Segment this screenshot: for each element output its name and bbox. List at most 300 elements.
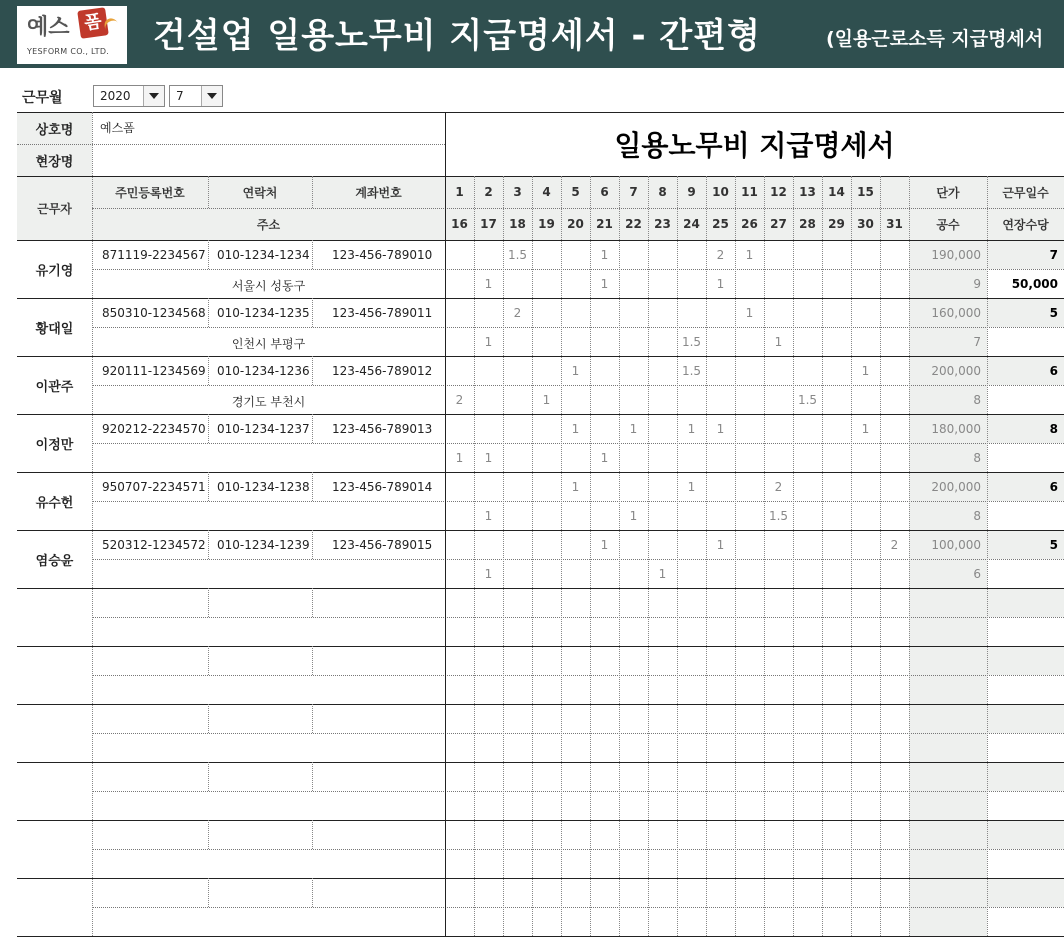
day-hours-cell[interactable] bbox=[503, 480, 532, 496]
day-hours-cell[interactable] bbox=[561, 393, 590, 409]
day-hours-cell[interactable]: 1 bbox=[600, 248, 609, 262]
day-hours-cell[interactable] bbox=[590, 422, 619, 438]
day-hours-cell[interactable] bbox=[561, 538, 590, 554]
day-hours-cell[interactable] bbox=[619, 567, 648, 583]
company-name-value[interactable]: 예스폼 bbox=[100, 121, 135, 135]
day-hours-cell[interactable] bbox=[822, 567, 851, 583]
day-hours-cell[interactable] bbox=[706, 393, 735, 409]
day-hours-cell[interactable] bbox=[793, 538, 822, 554]
day-hours-cell[interactable] bbox=[532, 335, 561, 351]
day-hours-cell[interactable]: 1 bbox=[571, 422, 580, 436]
day-hours-cell[interactable]: 1 bbox=[484, 451, 493, 465]
worker-rrn[interactable]: 920111-1234569 bbox=[102, 364, 206, 378]
day-hours-cell[interactable] bbox=[706, 306, 735, 322]
day-hours-cell[interactable] bbox=[764, 567, 793, 583]
header-day-top: 11 bbox=[735, 176, 764, 208]
worker-name[interactable]: 염승윤 bbox=[35, 553, 74, 569]
day-hours-cell[interactable] bbox=[677, 567, 706, 583]
day-hours-cell[interactable] bbox=[474, 538, 503, 554]
header-account: 계좌번호 bbox=[312, 176, 445, 208]
day-hours-cell[interactable] bbox=[822, 422, 851, 438]
grid-line bbox=[17, 144, 445, 145]
day-hours-cell[interactable] bbox=[590, 393, 619, 409]
grid-line bbox=[312, 820, 313, 849]
day-hours-cell[interactable] bbox=[880, 480, 909, 496]
day-hours-cell[interactable]: 2 bbox=[774, 480, 783, 494]
day-hours-cell[interactable]: 1.5 bbox=[681, 335, 702, 349]
grid-line bbox=[208, 472, 209, 501]
day-hours-cell[interactable] bbox=[735, 277, 764, 293]
day-hours-cell[interactable]: 1 bbox=[716, 422, 725, 436]
worker-address[interactable] bbox=[92, 451, 445, 467]
day-hours-cell[interactable] bbox=[706, 567, 735, 583]
logo-subtitle: YESFORM CO., LTD. bbox=[27, 47, 110, 56]
day-hours-cell[interactable] bbox=[764, 393, 793, 409]
day-hours-cell[interactable]: 1.5 bbox=[507, 248, 528, 262]
day-hours-cell[interactable] bbox=[619, 393, 648, 409]
header-day-bottom: 19 bbox=[532, 208, 561, 240]
grid-line bbox=[17, 646, 1064, 647]
unit-price-value: 100,000 bbox=[931, 538, 981, 552]
day-hours-cell[interactable]: 1 bbox=[600, 277, 609, 291]
day-hours-cell[interactable] bbox=[648, 364, 677, 380]
header-overtime: 연장수당 bbox=[987, 208, 1064, 240]
day-hours-cell[interactable] bbox=[561, 451, 590, 467]
day-hours-cell[interactable] bbox=[851, 538, 880, 554]
day-hours-cell[interactable]: 1 bbox=[484, 277, 493, 291]
day-hours-cell[interactable]: 1 bbox=[542, 393, 551, 407]
month-select[interactable] bbox=[169, 85, 223, 107]
day-hours-cell[interactable] bbox=[735, 422, 764, 438]
grid-line bbox=[822, 176, 823, 936]
day-hours-cell[interactable]: 2 bbox=[716, 248, 725, 262]
work-days-value: 7 bbox=[1049, 248, 1058, 262]
day-hours-cell[interactable] bbox=[619, 480, 648, 496]
day-hours-cell[interactable]: 2 bbox=[455, 393, 464, 407]
day-hours-cell[interactable] bbox=[793, 509, 822, 525]
day-hours-cell[interactable] bbox=[851, 277, 880, 293]
day-hours-cell[interactable] bbox=[590, 480, 619, 496]
day-hours-cell[interactable] bbox=[561, 277, 590, 293]
day-hours-cell[interactable] bbox=[648, 480, 677, 496]
grid-line bbox=[312, 878, 313, 907]
grid-line bbox=[208, 356, 209, 385]
day-hours-cell[interactable] bbox=[793, 480, 822, 496]
day-hours-cell[interactable]: 1 bbox=[687, 480, 696, 494]
worker-name[interactable]: 황대일 bbox=[35, 321, 74, 337]
day-hours-cell[interactable] bbox=[561, 567, 590, 583]
day-hours-cell[interactable] bbox=[735, 538, 764, 554]
day-hours-cell[interactable]: 1 bbox=[658, 567, 667, 581]
day-hours-cell[interactable] bbox=[735, 509, 764, 525]
day-hours-cell[interactable] bbox=[561, 335, 590, 351]
header-day-bottom: 21 bbox=[590, 208, 619, 240]
day-hours-cell[interactable] bbox=[648, 306, 677, 322]
day-hours-cell[interactable]: 1.5 bbox=[681, 364, 702, 378]
day-hours-cell[interactable]: 1 bbox=[600, 538, 609, 552]
day-hours-cell[interactable] bbox=[793, 306, 822, 322]
worker-address[interactable] bbox=[92, 567, 445, 583]
day-hours-cell[interactable] bbox=[706, 364, 735, 380]
grid-line bbox=[17, 298, 1064, 299]
day-hours-cell[interactable] bbox=[619, 538, 648, 554]
worker-name[interactable]: 유수헌 bbox=[35, 495, 74, 511]
day-hours-cell[interactable] bbox=[851, 335, 880, 351]
year-select[interactable] bbox=[93, 85, 165, 107]
day-hours-cell[interactable] bbox=[822, 277, 851, 293]
chevron-down-icon[interactable] bbox=[201, 86, 222, 106]
day-hours-cell[interactable] bbox=[532, 567, 561, 583]
header-day-bottom: 29 bbox=[822, 208, 851, 240]
worker-account[interactable]: 123-456-789013 bbox=[332, 422, 433, 436]
day-hours-cell[interactable]: 1 bbox=[687, 422, 696, 436]
day-hours-cell[interactable] bbox=[474, 480, 503, 496]
site-name-label: 현장명 bbox=[35, 154, 74, 170]
day-hours-cell[interactable] bbox=[532, 306, 561, 322]
day-hours-cell[interactable]: 1.5 bbox=[797, 393, 818, 407]
day-hours-cell[interactable] bbox=[474, 248, 503, 264]
grid-line bbox=[92, 269, 1064, 270]
grid-line bbox=[590, 176, 591, 936]
day-hours-cell[interactable] bbox=[474, 306, 503, 322]
header-day-bottom: 16 bbox=[445, 208, 474, 240]
day-hours-cell[interactable] bbox=[532, 248, 561, 264]
overtime-value[interactable] bbox=[987, 451, 1064, 467]
day-hours-cell[interactable] bbox=[648, 422, 677, 438]
day-hours-cell[interactable] bbox=[764, 422, 793, 438]
grid-line bbox=[92, 733, 1064, 734]
day-hours-cell[interactable] bbox=[880, 451, 909, 467]
day-hours-cell[interactable] bbox=[619, 335, 648, 351]
grid-line bbox=[92, 208, 1064, 209]
day-hours-cell[interactable] bbox=[880, 364, 909, 380]
day-hours-cell[interactable] bbox=[445, 538, 474, 554]
grid-line bbox=[92, 443, 1064, 444]
work-days-cell-bg bbox=[987, 588, 1064, 617]
day-hours-cell[interactable] bbox=[561, 248, 590, 264]
day-hours-cell[interactable] bbox=[851, 393, 880, 409]
day-hours-cell[interactable] bbox=[677, 248, 706, 264]
day-hours-cell[interactable] bbox=[619, 451, 648, 467]
day-hours-cell[interactable] bbox=[764, 538, 793, 554]
header-day-bottom: 22 bbox=[619, 208, 648, 240]
day-hours-cell[interactable] bbox=[822, 248, 851, 264]
grid-line bbox=[312, 704, 313, 733]
day-hours-cell[interactable] bbox=[822, 335, 851, 351]
worker-name[interactable]: 유기영 bbox=[35, 263, 74, 279]
worker-phone[interactable]: 010-1234-1238 bbox=[217, 480, 310, 494]
day-hours-cell[interactable]: 1 bbox=[861, 422, 870, 436]
document-title: 일용노무비 지급명세서 bbox=[614, 129, 895, 162]
day-hours-cell[interactable] bbox=[648, 335, 677, 351]
overtime-value[interactable] bbox=[987, 393, 1064, 409]
header-day-bottom: 31 bbox=[880, 208, 909, 240]
day-hours-cell[interactable] bbox=[880, 422, 909, 438]
man-days-value: 8 bbox=[973, 393, 981, 407]
work-days-value: 5 bbox=[1049, 306, 1058, 320]
header-day-top: 7 bbox=[619, 176, 648, 208]
day-hours-cell[interactable] bbox=[503, 451, 532, 467]
work-days-value: 8 bbox=[1049, 422, 1058, 436]
grid-line bbox=[208, 414, 209, 443]
day-hours-cell[interactable] bbox=[822, 364, 851, 380]
day-hours-cell[interactable] bbox=[793, 567, 822, 583]
grid-line bbox=[17, 356, 1064, 357]
day-hours-cell[interactable] bbox=[793, 364, 822, 380]
day-hours-cell[interactable]: 1 bbox=[484, 335, 493, 349]
day-hours-cell[interactable] bbox=[445, 480, 474, 496]
day-hours-cell[interactable] bbox=[735, 567, 764, 583]
day-hours-cell[interactable] bbox=[445, 567, 474, 583]
work-days-cell-bg bbox=[987, 762, 1064, 791]
worker-rrn[interactable]: 520312-1234572 bbox=[102, 538, 206, 552]
worker-name[interactable]: 이관주 bbox=[35, 379, 74, 395]
day-hours-cell[interactable] bbox=[851, 567, 880, 583]
worker-phone[interactable]: 010-1234-1235 bbox=[217, 306, 310, 320]
worker-address[interactable]: 경기도 부천시 bbox=[231, 395, 306, 409]
day-hours-cell[interactable] bbox=[822, 480, 851, 496]
day-hours-cell[interactable]: 1 bbox=[716, 277, 725, 291]
overtime-value[interactable] bbox=[987, 509, 1064, 525]
day-hours-cell[interactable] bbox=[648, 277, 677, 293]
day-hours-cell[interactable]: 1 bbox=[484, 509, 493, 523]
day-hours-cell[interactable] bbox=[503, 567, 532, 583]
day-hours-cell[interactable] bbox=[677, 393, 706, 409]
day-hours-cell[interactable] bbox=[677, 451, 706, 467]
header-day-bottom: 20 bbox=[561, 208, 590, 240]
day-hours-cell[interactable] bbox=[822, 451, 851, 467]
grid-line bbox=[92, 327, 1064, 328]
day-hours-cell[interactable] bbox=[822, 393, 851, 409]
day-hours-cell[interactable] bbox=[706, 509, 735, 525]
grid-line bbox=[208, 878, 209, 907]
day-hours-cell[interactable]: 1 bbox=[629, 509, 638, 523]
day-hours-cell[interactable]: 1 bbox=[745, 248, 754, 262]
day-hours-cell[interactable] bbox=[764, 364, 793, 380]
day-hours-cell[interactable] bbox=[503, 538, 532, 554]
grid-line bbox=[474, 176, 475, 936]
day-hours-cell[interactable] bbox=[880, 567, 909, 583]
day-hours-cell[interactable] bbox=[735, 393, 764, 409]
day-hours-cell[interactable] bbox=[590, 567, 619, 583]
day-hours-cell[interactable] bbox=[619, 364, 648, 380]
day-hours-cell[interactable] bbox=[532, 364, 561, 380]
header-day-top: 12 bbox=[764, 176, 793, 208]
worker-rrn[interactable]: 950707-2234571 bbox=[102, 480, 206, 494]
worker-rrn[interactable]: 871119-2234567 bbox=[102, 248, 206, 262]
worker-address[interactable]: 서울시 성동구 bbox=[231, 279, 306, 293]
worker-phone[interactable]: 010-1234-1234 bbox=[217, 248, 310, 262]
header-day-top: 14 bbox=[822, 176, 851, 208]
day-hours-cell[interactable] bbox=[532, 538, 561, 554]
day-hours-cell[interactable] bbox=[445, 248, 474, 264]
day-hours-cell[interactable] bbox=[706, 451, 735, 467]
day-hours-cell[interactable]: 1 bbox=[745, 306, 754, 320]
day-hours-cell[interactable] bbox=[474, 422, 503, 438]
day-hours-cell[interactable]: 2 bbox=[890, 538, 899, 552]
day-hours-cell[interactable] bbox=[822, 538, 851, 554]
day-hours-cell[interactable]: 1 bbox=[600, 451, 609, 465]
worker-account[interactable]: 123-456-789011 bbox=[332, 306, 433, 320]
header-day-top: 8 bbox=[648, 176, 677, 208]
day-hours-cell[interactable] bbox=[445, 277, 474, 293]
overtime-value[interactable] bbox=[987, 335, 1064, 351]
grid-line bbox=[208, 762, 209, 791]
header-man-days: 공수 bbox=[909, 208, 987, 240]
day-hours-cell[interactable] bbox=[735, 335, 764, 351]
day-hours-cell[interactable] bbox=[619, 277, 648, 293]
day-hours-cell[interactable] bbox=[793, 422, 822, 438]
worker-address[interactable] bbox=[92, 509, 445, 525]
grid-line bbox=[880, 176, 881, 936]
day-hours-cell[interactable]: 1 bbox=[716, 538, 725, 552]
day-hours-cell[interactable] bbox=[648, 538, 677, 554]
day-hours-cell[interactable] bbox=[822, 306, 851, 322]
worker-phone[interactable]: 010-1234-1236 bbox=[217, 364, 310, 378]
day-hours-cell[interactable] bbox=[532, 480, 561, 496]
day-hours-cell[interactable] bbox=[474, 393, 503, 409]
worker-name[interactable]: 이정만 bbox=[35, 437, 74, 453]
day-hours-cell[interactable] bbox=[764, 306, 793, 322]
day-hours-cell[interactable] bbox=[880, 277, 909, 293]
day-hours-cell[interactable] bbox=[735, 480, 764, 496]
day-hours-cell[interactable] bbox=[677, 538, 706, 554]
grid-line bbox=[17, 176, 1064, 177]
header-rrn: 주민등록번호 bbox=[92, 176, 208, 208]
day-hours-cell[interactable] bbox=[619, 306, 648, 322]
day-hours-cell[interactable] bbox=[851, 509, 880, 525]
man-days-value: 7 bbox=[973, 335, 981, 349]
day-hours-cell[interactable] bbox=[706, 335, 735, 351]
day-hours-cell[interactable] bbox=[706, 480, 735, 496]
worker-rrn[interactable]: 850310-1234568 bbox=[102, 306, 206, 320]
day-hours-cell[interactable] bbox=[648, 393, 677, 409]
worker-rrn[interactable]: 920212-2234570 bbox=[102, 422, 206, 436]
grid-line bbox=[17, 240, 1064, 241]
grid-line bbox=[312, 356, 313, 385]
day-hours-cell[interactable]: 1 bbox=[571, 364, 580, 378]
day-hours-cell[interactable] bbox=[503, 422, 532, 438]
worker-phone[interactable]: 010-1234-1239 bbox=[217, 538, 310, 552]
day-hours-cell[interactable] bbox=[677, 277, 706, 293]
day-hours-cell[interactable] bbox=[590, 306, 619, 322]
day-hours-cell[interactable] bbox=[590, 364, 619, 380]
grid-line bbox=[735, 176, 736, 936]
day-hours-cell[interactable] bbox=[764, 248, 793, 264]
day-hours-cell[interactable] bbox=[851, 248, 880, 264]
day-hours-cell[interactable] bbox=[445, 509, 474, 525]
day-hours-cell[interactable] bbox=[445, 335, 474, 351]
day-hours-cell[interactable] bbox=[793, 451, 822, 467]
day-hours-cell[interactable] bbox=[793, 277, 822, 293]
day-hours-cell[interactable] bbox=[561, 509, 590, 525]
day-hours-cell[interactable]: 1 bbox=[455, 451, 464, 465]
day-hours-cell[interactable] bbox=[474, 364, 503, 380]
header-day-top: 1 bbox=[445, 176, 474, 208]
grid-line bbox=[312, 240, 313, 269]
day-hours-cell[interactable] bbox=[503, 509, 532, 525]
grid-line bbox=[312, 646, 313, 675]
grid-line bbox=[17, 820, 1064, 821]
day-hours-cell[interactable] bbox=[503, 393, 532, 409]
day-hours-cell[interactable]: 1 bbox=[861, 364, 870, 378]
day-hours-cell[interactable] bbox=[851, 306, 880, 322]
grid-line bbox=[208, 820, 209, 849]
day-hours-cell[interactable] bbox=[503, 277, 532, 293]
day-hours-cell[interactable] bbox=[503, 335, 532, 351]
day-hours-cell[interactable] bbox=[880, 335, 909, 351]
worker-account[interactable]: 123-456-789012 bbox=[332, 364, 433, 378]
day-hours-cell[interactable]: 1 bbox=[774, 335, 783, 349]
day-hours-cell[interactable] bbox=[677, 509, 706, 525]
worker-phone[interactable]: 010-1234-1237 bbox=[217, 422, 310, 436]
day-hours-cell[interactable]: 1 bbox=[629, 422, 638, 436]
man-days-value: 6 bbox=[973, 567, 981, 581]
day-hours-cell[interactable] bbox=[445, 306, 474, 322]
day-hours-cell[interactable] bbox=[445, 422, 474, 438]
day-hours-cell[interactable] bbox=[735, 451, 764, 467]
header-day-bottom: 30 bbox=[851, 208, 880, 240]
worker-address[interactable]: 인천시 부평구 bbox=[231, 337, 306, 351]
day-hours-cell[interactable] bbox=[793, 335, 822, 351]
day-hours-cell[interactable] bbox=[532, 509, 561, 525]
day-hours-cell[interactable] bbox=[648, 451, 677, 467]
day-hours-cell[interactable] bbox=[561, 306, 590, 322]
grid-line bbox=[312, 530, 313, 559]
day-hours-cell[interactable]: 1 bbox=[484, 567, 493, 581]
header-day-bottom: 23 bbox=[648, 208, 677, 240]
day-hours-cell[interactable] bbox=[880, 393, 909, 409]
day-hours-cell[interactable] bbox=[793, 248, 822, 264]
header-day-top: 2 bbox=[474, 176, 503, 208]
day-hours-cell[interactable] bbox=[735, 364, 764, 380]
day-hours-cell[interactable] bbox=[648, 248, 677, 264]
day-hours-cell[interactable]: 1 bbox=[571, 480, 580, 494]
day-hours-cell[interactable] bbox=[764, 277, 793, 293]
worker-account[interactable]: 123-456-789014 bbox=[332, 480, 433, 494]
day-hours-cell[interactable] bbox=[590, 509, 619, 525]
header-day-top: 15 bbox=[851, 176, 880, 208]
day-hours-cell[interactable] bbox=[648, 509, 677, 525]
worker-account[interactable]: 123-456-789010 bbox=[332, 248, 433, 262]
chevron-down-icon[interactable] bbox=[143, 86, 164, 106]
overtime-value[interactable]: 50,000 bbox=[1011, 277, 1058, 291]
day-hours-cell[interactable] bbox=[822, 509, 851, 525]
day-hours-cell[interactable] bbox=[590, 335, 619, 351]
day-hours-cell[interactable]: 2 bbox=[513, 306, 522, 320]
day-hours-cell[interactable] bbox=[880, 248, 909, 264]
day-hours-cell[interactable] bbox=[880, 509, 909, 525]
grid-line bbox=[764, 176, 765, 936]
grid-line bbox=[312, 762, 313, 791]
day-hours-cell[interactable] bbox=[532, 277, 561, 293]
day-hours-cell[interactable] bbox=[619, 248, 648, 264]
day-hours-cell[interactable] bbox=[677, 306, 706, 322]
site-name-value[interactable] bbox=[100, 151, 400, 171]
day-hours-cell[interactable] bbox=[764, 451, 793, 467]
overtime-value[interactable] bbox=[987, 567, 1064, 583]
day-hours-cell[interactable] bbox=[503, 364, 532, 380]
day-hours-cell[interactable] bbox=[445, 364, 474, 380]
day-hours-cell[interactable] bbox=[532, 422, 561, 438]
day-hours-cell[interactable] bbox=[532, 451, 561, 467]
day-hours-cell[interactable] bbox=[851, 480, 880, 496]
day-hours-cell[interactable] bbox=[851, 451, 880, 467]
worker-account[interactable]: 123-456-789015 bbox=[332, 538, 433, 552]
day-hours-cell[interactable]: 1.5 bbox=[768, 509, 789, 523]
work-days-cell-bg bbox=[987, 878, 1064, 907]
day-hours-cell[interactable] bbox=[880, 306, 909, 322]
